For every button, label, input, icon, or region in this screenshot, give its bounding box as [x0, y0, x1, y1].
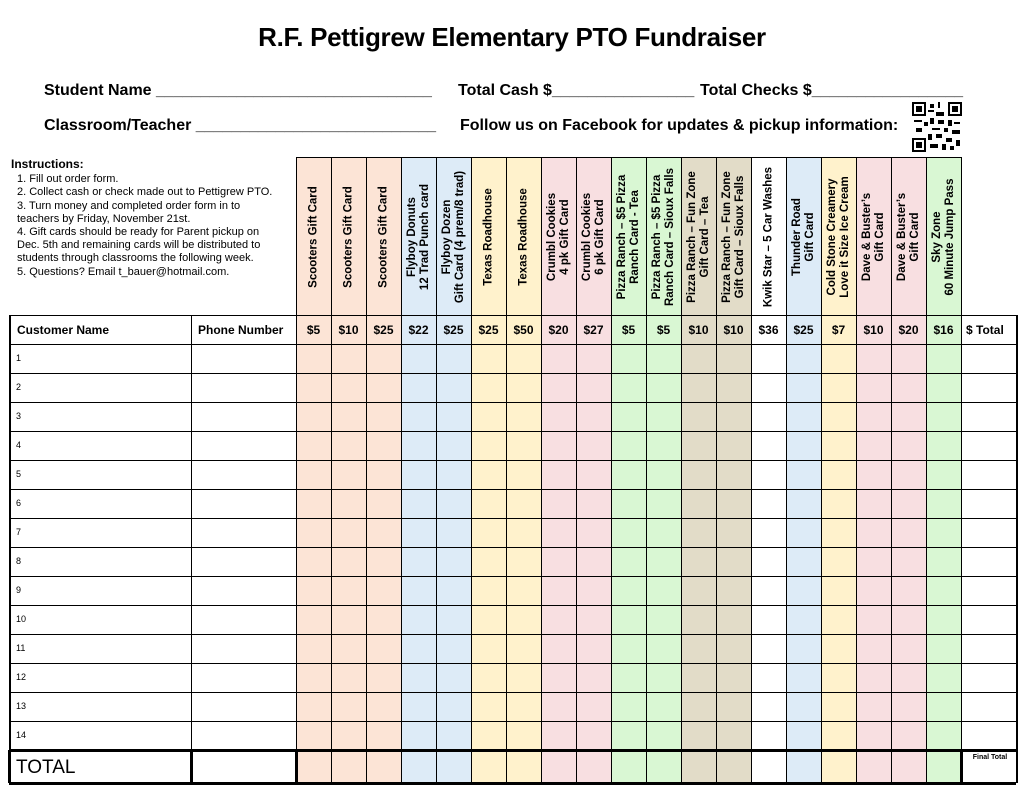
product-header — [331, 157, 366, 315]
grid-line — [9, 373, 1016, 374]
grid-line — [891, 157, 892, 783]
phone-number-cell[interactable] — [192, 402, 296, 431]
product-header — [716, 157, 751, 315]
grid-line — [961, 157, 962, 783]
product-name: Scooters Gift Card — [307, 185, 320, 288]
page-title: R.F. Pettigrew Elementary PTO Fundraiser — [258, 22, 766, 52]
grid-line — [296, 157, 961, 158]
product-header — [506, 157, 541, 315]
grid-line — [856, 157, 857, 783]
grid-line — [366, 157, 367, 783]
product-name: Pizza Ranch – Fun Zone Gift Card – Tea — [686, 170, 711, 303]
grid-line — [191, 315, 192, 783]
phone-number-cell[interactable] — [192, 605, 296, 634]
phone-number-cell[interactable] — [192, 373, 296, 402]
grid-line — [9, 576, 1016, 577]
product-price: $10 — [338, 322, 359, 337]
row-number: 12 — [16, 672, 27, 682]
total-checks-field[interactable]: Total Checks $_________________ — [700, 82, 964, 99]
instruction-line: 4. Gift cards should be ready for Parent pickup on — [17, 226, 260, 239]
grid-line — [331, 157, 332, 783]
row-total-cell[interactable] — [962, 460, 1016, 489]
product-header — [611, 157, 646, 315]
grid-line — [471, 157, 472, 783]
product-name: Kwik Star – 5 Car Washes — [762, 166, 775, 307]
row-number: 3 — [16, 411, 22, 421]
product-price: $25 — [443, 322, 464, 337]
grid-line — [9, 460, 1016, 461]
grid-line — [9, 489, 1016, 490]
grid-line — [9, 663, 1016, 664]
grid-line — [716, 157, 717, 783]
product-name: Cold Stone Creamery Love it Size Ice Cream — [826, 175, 851, 298]
grid-line — [646, 157, 647, 783]
row-total-cell[interactable] — [962, 721, 1016, 750]
total-header: $ Total — [966, 323, 1004, 337]
student-name-field[interactable]: Student Name _______________________________ — [44, 82, 432, 99]
customer-name-cell[interactable] — [10, 402, 191, 431]
grid-line — [681, 157, 682, 783]
product-header — [646, 157, 681, 315]
instruction-line: 5. Questions? Email t_bauer@hotmail.com. — [17, 265, 230, 278]
product-price: $5 — [656, 322, 671, 337]
phone-number-cell[interactable] — [192, 634, 296, 663]
product-price: $10 — [863, 322, 884, 337]
instructions-heading: Instructions: — [11, 157, 84, 171]
product-price: $10 — [723, 322, 744, 337]
product-price: $7 — [831, 322, 846, 337]
product-name: Pizza Ranch – $5 Pizza Ranch Card – Sioux Falls — [651, 167, 676, 306]
product-price: $22 — [408, 322, 429, 337]
product-header — [576, 157, 611, 315]
grid-line — [9, 402, 1016, 403]
row-number: 7 — [16, 527, 22, 537]
customer-name-cell[interactable] — [10, 692, 191, 721]
grid-line — [821, 157, 822, 783]
grid-line — [926, 157, 927, 783]
product-name: Flyboy Dozen Gift Card (4 prem/8 trad) — [441, 170, 466, 303]
phone-number-cell[interactable] — [192, 344, 296, 373]
grid-line — [9, 692, 1016, 693]
grid-line — [8, 750, 11, 783]
grid-line — [9, 431, 1016, 432]
row-number: 14 — [16, 730, 27, 740]
product-price: $10 — [688, 322, 709, 337]
product-price: $20 — [548, 322, 569, 337]
product-header — [366, 157, 401, 315]
customer-name-cell[interactable] — [10, 344, 191, 373]
product-price: $5 — [621, 322, 636, 337]
product-name: Texas Roadhouse — [482, 187, 495, 286]
row-total-cell[interactable] — [962, 692, 1016, 721]
row-number: 13 — [16, 701, 27, 711]
facebook-note: Follow us on Facebook for updates & pickup information: — [460, 117, 899, 134]
row-total-cell[interactable] — [962, 402, 1016, 431]
product-name: Crumbl Cookies 4 pk Gift Card — [546, 192, 571, 281]
phone-number-cell[interactable] — [192, 721, 296, 750]
grid-line — [9, 547, 1016, 548]
phone-number-cell[interactable] — [192, 663, 296, 692]
customer-name-header: Customer Name — [17, 323, 110, 337]
final-total-label: Final Total — [972, 754, 1008, 761]
grid-line — [960, 750, 963, 783]
row-number: 6 — [16, 498, 22, 508]
phone-number-cell[interactable] — [192, 576, 296, 605]
product-name: Dave & Buster’s Gift Card — [861, 192, 886, 281]
instruction-line: 1. Fill out order form. — [17, 173, 119, 186]
row-number: 11 — [16, 643, 26, 653]
product-price: $27 — [583, 322, 604, 337]
product-name: Sky Zone 60 Minute Jump Pass — [931, 178, 956, 295]
grid-line — [786, 157, 787, 783]
grid-line — [296, 157, 297, 783]
phone-number-cell[interactable] — [192, 518, 296, 547]
grid-line — [1016, 315, 1018, 783]
customer-name-cell[interactable] — [10, 460, 191, 489]
row-total-cell[interactable] — [962, 634, 1016, 663]
product-price: $50 — [513, 322, 534, 337]
product-price: $25 — [478, 322, 499, 337]
product-header — [751, 157, 786, 315]
row-number: 10 — [16, 614, 27, 624]
instruction-line: Dec. 5th and remaining cards will be distributed to — [17, 239, 261, 252]
product-price: $20 — [898, 322, 919, 337]
grid-line — [541, 157, 542, 783]
product-price: $25 — [373, 322, 394, 337]
customer-name-cell[interactable] — [10, 431, 191, 460]
product-name: Scooters Gift Card — [377, 185, 390, 288]
product-header — [821, 157, 856, 315]
row-number: 5 — [16, 469, 22, 479]
total-cash-field[interactable]: Total Cash $________________ — [458, 82, 695, 99]
row-total-cell[interactable] — [962, 344, 1016, 373]
row-total-cell[interactable] — [962, 431, 1016, 460]
product-name: Dave & Buster’s Gift Card — [896, 192, 921, 281]
grid-line — [611, 157, 612, 783]
product-header — [891, 157, 926, 315]
grid-line — [436, 157, 437, 783]
phone-number-cell[interactable] — [192, 431, 296, 460]
instruction-line: students through classrooms the following week. — [17, 252, 254, 265]
row-total-cell[interactable] — [962, 576, 1016, 605]
customer-name-cell[interactable] — [10, 721, 191, 750]
product-header — [436, 157, 471, 315]
grid-line — [190, 750, 193, 783]
phone-number-header: Phone Number — [198, 323, 284, 337]
customer-name-cell[interactable] — [10, 518, 191, 547]
row-number: 4 — [16, 440, 22, 450]
product-name: Crumbl Cookies 6 pk Gift Card — [581, 192, 606, 281]
customer-name-cell[interactable] — [10, 373, 191, 402]
product-name: Pizza Ranch – $5 Pizza Ranch Card - Tea — [616, 174, 641, 299]
customer-name-cell[interactable] — [10, 605, 191, 634]
product-price: $36 — [758, 322, 779, 337]
product-price: $5 — [306, 322, 321, 337]
instruction-line: 2. Collect cash or check made out to Pettigrew PTO. — [17, 186, 273, 199]
grid-line — [751, 157, 752, 783]
row-total-cell[interactable] — [962, 373, 1016, 402]
grid-line — [9, 344, 1016, 345]
product-name: Flyboy Donuts 12 Trad Punch card — [406, 183, 431, 290]
row-number: 1 — [16, 353, 22, 363]
product-name: Texas Roadhouse — [517, 187, 530, 286]
row-total-cell[interactable] — [962, 547, 1016, 576]
grid-line — [9, 782, 1016, 785]
product-header — [401, 157, 436, 315]
customer-name-cell[interactable] — [10, 663, 191, 692]
grid-line — [9, 605, 1016, 606]
row-total-cell[interactable] — [962, 663, 1016, 692]
instruction-line: teachers by Friday, November 21st. — [17, 212, 191, 225]
grid-line — [9, 634, 1016, 635]
grid-line — [9, 721, 1016, 722]
product-price: $16 — [933, 322, 954, 337]
row-total-cell[interactable] — [962, 518, 1016, 547]
customer-name-cell[interactable] — [10, 547, 191, 576]
grid-line — [9, 518, 1016, 519]
product-header — [471, 157, 506, 315]
product-header — [786, 157, 821, 315]
product-name: Pizza Ranch – Fun Zone Gift Card – Sioux Falls — [721, 170, 746, 303]
phone-number-cell[interactable] — [192, 489, 296, 518]
grid-line — [9, 749, 1016, 752]
row-number: 9 — [16, 585, 22, 595]
product-name: Thunder Road Gift Card — [791, 197, 816, 276]
customer-name-cell[interactable] — [10, 489, 191, 518]
grid-line — [9, 315, 11, 783]
product-header — [926, 157, 961, 315]
product-header — [856, 157, 891, 315]
product-name: Scooters Gift Card — [342, 185, 355, 288]
row-number: 2 — [16, 382, 22, 392]
row-total-cell[interactable] — [962, 489, 1016, 518]
product-header — [681, 157, 716, 315]
customer-name-cell[interactable] — [10, 634, 191, 663]
grid-line — [401, 157, 402, 783]
product-header — [296, 157, 331, 315]
phone-number-cell[interactable] — [192, 547, 296, 576]
row-number: 8 — [16, 556, 22, 566]
grid-line — [9, 315, 1016, 316]
product-price: $25 — [793, 322, 814, 337]
product-header — [541, 157, 576, 315]
phone-number-cell[interactable] — [192, 692, 296, 721]
total-row-label: TOTAL — [16, 757, 76, 778]
grid-line — [295, 750, 298, 783]
instruction-line: 3. Turn money and completed order form in to — [17, 199, 241, 212]
classroom-teacher-field[interactable]: Classroom/Teacher ___________________________ — [44, 117, 437, 134]
phone-number-cell[interactable] — [192, 460, 296, 489]
row-total-cell[interactable] — [962, 605, 1016, 634]
grid-line — [576, 157, 577, 783]
customer-name-cell[interactable] — [10, 576, 191, 605]
grid-line — [506, 157, 507, 783]
